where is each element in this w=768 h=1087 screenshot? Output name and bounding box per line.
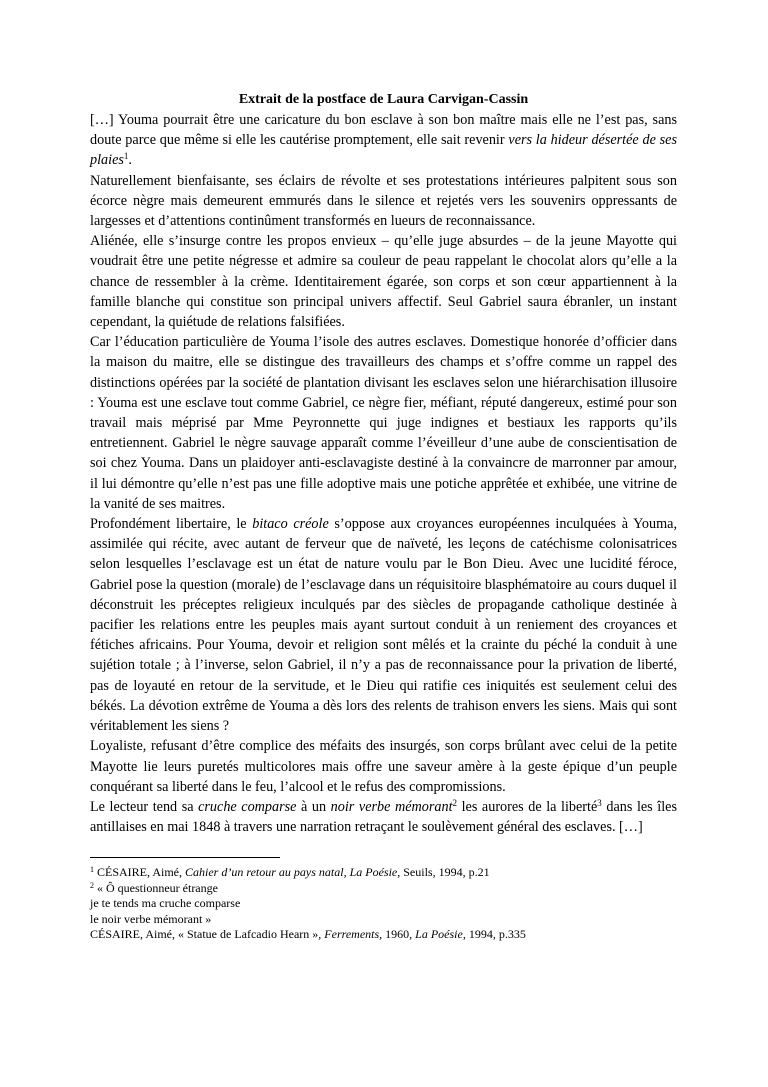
paragraph-1-end: . — [128, 152, 132, 169]
footnote-2-line-3: le noir verbe mémorant » — [90, 911, 212, 926]
document-body — [90, 110, 677, 837]
footnote-2-line-2: je te tends ma cruche comparse — [90, 896, 241, 911]
footnote-1-number: 1 — [90, 865, 94, 875]
paragraph-3: Aliénée, elle s’insurge contre les propos envieux – qu’elle juge absurdes – de la jeune Mayotte qui voudrait être une petite négresse et admire sa couleur de peau rappelant le chocolat alors qu’elle a la chance de ressembler à la crème. Identitairement égarée, son corps et son cœur appartiennent à la famille blanche qui constitue son principal univers affectif. Seul Gabriel saura ébranler, un instant cependant, la quiétude de relations falsifiées. — [90, 233, 677, 331]
paragraph-7-italic-1: cruche comparse — [198, 798, 297, 815]
paragraph-5-italic: bitaco créole — [252, 516, 329, 533]
paragraph-5-text: Profondément libertaire, le — [90, 516, 253, 533]
footnote-2-year: , 1960, — [379, 927, 416, 942]
document-page — [90, 90, 677, 943]
footnote-ref-2[interactable]: 2 — [452, 797, 458, 808]
paragraph-2: Naturellement bienfaisante, ses éclairs de révolte et ses protestations intérieures palpitent sous son écorce nègre mais demeurent emmurés dans le silence et rejetés vers les souvenirs oppressants de largesses et d’attentions continûment transformés en lueurs de reconnaissance. — [90, 172, 677, 230]
footnote-separator — [90, 857, 280, 858]
footnote-2 — [90, 881, 677, 897]
paragraph-7-end: dans les îles antillaises en mai 1848 à travers une narration retraçant le soulèvement général des esclaves. […] — [90, 798, 677, 836]
footnote-2-line-1: « Ô questionneur étrange — [94, 880, 218, 895]
paragraph-7 — [90, 797, 677, 837]
footnote-1 — [90, 865, 677, 881]
paragraph-1-quote: vers la hideur désertée de ses plaies — [90, 132, 677, 169]
document-title: Extrait de la postface de Laura Carvigan-Cassin — [238, 92, 529, 107]
paragraph-7-text-2: à un — [296, 798, 331, 815]
footnote-2-pages: 1994, p.335 — [465, 927, 526, 942]
footnote-2-work: Ferrements — [324, 927, 380, 942]
footnote-1-title: Cahier d’un retour au pays natal, La Poésie, — [185, 865, 401, 880]
paragraph-7-text: Le lecteur tend sa — [90, 798, 199, 815]
paragraph-1-text: […] Youma pourrait être une caricature du bon esclave à son bon maître mais elle ne l’est pas, sans doute parce que même si elle les cautérise promptement, elle sait revenir — [90, 112, 677, 149]
paragraph-7-italic-2: noir verbe mémorant — [330, 798, 453, 815]
footnote-2-number: 2 — [90, 880, 94, 890]
paragraph-6: Loyaliste, refusant d’être complice des méfaits des insurgés, son corps brûlant avec celui de la petite Mayotte lie leurs puretés multicolores mais offre une saveur amère à la geste épique d’un peuple conquérant sa liberté dans le feu, l’alcool et le refus des compromissions. — [90, 738, 677, 795]
paragraph-4: Car l’éducation particulière de Youma l’isole des autres esclaves. Domestique honorée d’officier dans la maison du maitre, elle se distingue des travailleurs des champs et s’offre comme un rappel des distinctions opérées par la société de plantation divisant les esclaves selon une hiérarchisation illusoire : Youma est une esclave tout comme Gabriel, ce nègre fier, méfiant, réputé dangereux, estimé pour son travail mais méprisé par Mme Peyronnette qui juge indignes et bestiaux les rapports qu’ils entretiennent. Gabriel le nègre sauvage apparaît comme l’éveilleur d’une aube de conscientisation de soi chez Youma. Dans un plaidoyer anti-esclavagiste destiné à la convaincre de marronner par amour, il lui démontre qu’elle n’est pas une fille adoptive mais une potiche apprêtée et exhibée, une vitrine de la vanité de ses maitres. — [90, 334, 677, 512]
footnote-2-collection: La Poésie, — [415, 927, 466, 942]
footnote-2-citation — [90, 927, 677, 943]
footnote-ref-1[interactable]: 1 — [123, 151, 129, 162]
footnote-ref-3[interactable]: 3 — [597, 797, 602, 808]
footnotes — [90, 865, 677, 943]
footnote-1-text: CÉSAIRE, Aimé, — [94, 865, 186, 880]
footnote-2-author: CÉSAIRE, Aimé, « Statue de Lafcadio Hearn », — [90, 927, 325, 942]
paragraph-5 — [90, 514, 677, 736]
paragraph-7-text-3: les aurores de la liberté — [457, 798, 598, 815]
paragraph-1 — [90, 110, 677, 171]
footnote-1-source: Seuils, 1994, p.21 — [400, 865, 490, 880]
paragraph-5-rest: s’oppose aux croyances européennes inculquées à Youma, assimilée qui récite, avec autant de ferveur que de naïveté, les leçons de catéchisme colonisatrices selon lesquelles l’esclavage est un état de nature voulu par le Bon Dieu. Avec une lucidité féroce, Gabriel pose la question (morale) de l’esclavage dans un réquisitoire blasphématoire au cours duquel il déconstruit les préceptes religieux inculqués par des siècles de propagande catholique destinée à pacifier les relations entre les peuples mais ayant surtout conduit à un reniement des croyances et fétiches africains. Pour Youma, devoir et religion sont mêlés et la crainte du péché la conduit à une sujétion totale ; à l’inverse, selon Gabriel, il n’y a pas de reconnaissance pour la privation de liberté, pas de loyauté en retour de la servitude, et le Dieu qui ratifie ces iniquités est seulement celui des békés. La dévotion extrême de Youma a dès lors des relents de trahison envers les siens. Mais qui sont véritablement les siens ? — [90, 516, 677, 735]
